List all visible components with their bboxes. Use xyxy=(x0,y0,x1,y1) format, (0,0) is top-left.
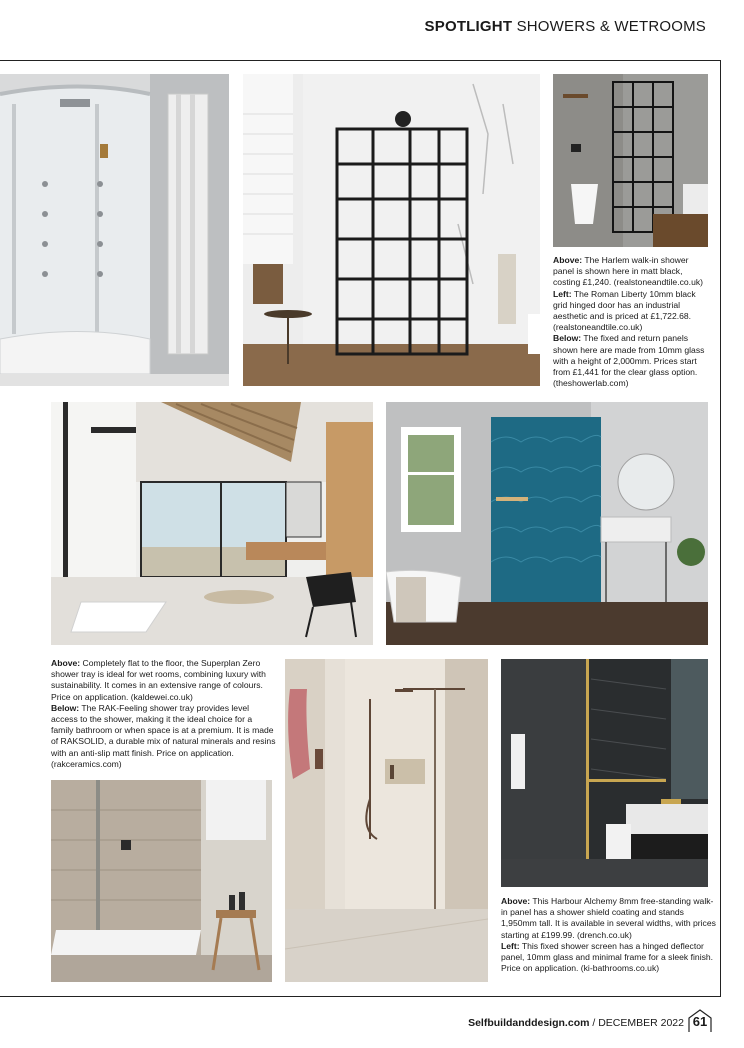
caption-text: The Roman Liberty 10mm black grid hinged door has an industrial aesthetic and is priced at £1,722.68. (realstoneandtile.co.uk) xyxy=(553,288,696,333)
caption-top-right xyxy=(553,255,711,389)
photo-fixed-and-return-panels xyxy=(386,402,708,645)
caption-text: The RAK-Feeling shower tray provides level access to the shower, making it the ideal choice for a family bathroom or when space is at a premium. It is made of RAKSOLID, a durable mix of natural minerals and resins with an anti-slip matt finish. Price on application. (rakceramics.com) xyxy=(51,702,276,769)
caption-label: Above: xyxy=(553,255,583,265)
caption-label: Left: xyxy=(553,288,572,299)
caption-text: This Harbour Alchemy 8mm free-standing walk-in panel has a shower shield coating and stands 1,950mm tall. It is available in several widths, with prices starting at £199.99. (drench.co.uk) xyxy=(501,896,716,940)
section-title: SPOTLIGHT xyxy=(424,18,513,35)
caption-label: Left: xyxy=(501,940,520,951)
photo-rak-feeling-shower-tray xyxy=(51,780,272,982)
caption-label: Above: xyxy=(51,658,81,668)
page-number: 61 xyxy=(692,1014,708,1029)
page-header xyxy=(425,18,706,35)
caption-label: Above: xyxy=(501,896,531,906)
caption-text: The fixed and return panels shown here are made from 10mm glass with a height of 2,000mm. Prices start from £1,441 for the clear glass option. (theshowerlab.com) xyxy=(553,333,705,389)
photo-harbour-alchemy-panel xyxy=(501,659,708,887)
photo-black-grid-hinged-door xyxy=(243,74,540,386)
page-footer xyxy=(468,1017,684,1029)
caption-text: Completely flat to the floor, the Superplan Zero shower tray is ideal for wet rooms, combining luxury with sustainability. It comes in an extensive range of colours. Price on application. (kaldewei.co.uk) xyxy=(51,658,266,702)
footer-site: Selfbuildanddesign.com xyxy=(468,1017,590,1029)
caption-text: This fixed shower screen has a hinged deflector panel, 10mm glass and minimal frame for a sleek finish. Price on application. (ki-bathrooms.co.uk) xyxy=(501,940,714,974)
caption-text: The Harlem walk-in shower panel is shown here in matt black, costing £1,240. (realstoneandtile.co.uk) xyxy=(553,255,704,288)
footer-issue: / DECEMBER 2022 xyxy=(589,1017,684,1029)
caption-label: Below: xyxy=(51,702,80,713)
photo-superplan-zero-shower-tray xyxy=(51,402,373,645)
photo-fixed-shower-screen xyxy=(285,659,488,982)
caption-bottom-right xyxy=(501,896,716,974)
section-subtitle: SHOWERS & WETROOMS xyxy=(516,18,706,35)
caption-middle-left xyxy=(51,658,276,770)
photo-quadrant-shower-enclosure xyxy=(0,74,229,386)
page-number-badge xyxy=(688,1009,712,1033)
photo-harlem-walk-in-panel xyxy=(553,74,708,247)
caption-label: Below: xyxy=(553,333,582,344)
